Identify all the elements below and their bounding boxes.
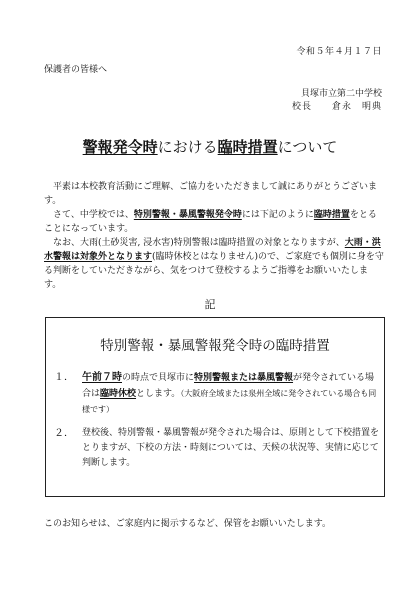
note-text-a: なお、大雨(土砂災害, 浸水害)特別警報は臨時措置の対象となりますが、 [53,238,345,248]
item-1-g: （大阪府全域または泉州全域に発令されている場合も同様です） [82,389,377,414]
item-1-number: １． [54,372,74,383]
item-1-a: 午前７時 [82,372,122,383]
school-name: 貝塚市立第二中学校 [300,89,382,99]
note-text-b: 大雨・洪水警報は対象外となります [44,238,381,262]
title-part-3: 臨時措置 [217,138,278,156]
note-text-c: (臨時休校とはなりません)ので、ご家庭でも個別に身を守る判断をしていただきながら、気をつけて登校するようご指導をお願いいたします。 [44,252,384,290]
measures-box [45,317,385,497]
title-part-1: 警報発令時 [82,138,158,156]
box-title: 特別警報・暴風警報発令時の臨時措置 [100,338,330,354]
measure-text-e: をとることになっています。 [44,210,377,234]
measure-item-1 [54,370,379,418]
closing-note: このお知らせは、ご家庭内に掲示するなど、保管をお願いいたします。 [44,519,332,529]
measure-item-2 [54,426,379,471]
measure-text-b: 特別警報・暴風警報発令時 [133,210,242,220]
title-part-4: について [277,138,338,156]
item-1-d: が発令されている場合は [82,373,375,399]
ki-heading: 記 [204,298,216,311]
item-1-b: の時点で貝塚市に [122,373,195,383]
greeting-paragraph [44,180,384,208]
item-2-number: ２． [54,428,74,439]
item-2-text: 登校後、特別警報・暴風警報が発令された場合は、原則として下校措置をとりますが、下校の方法・時刻については、天候の状況等、実情に応じて判断します。 [82,428,380,468]
item-1-f: とします。 [136,389,181,399]
letter-date: 令和５年４月１７日 [296,47,382,57]
title-part-2: における [157,138,218,156]
item-1-c: 特別警報または暴風警報 [194,373,294,383]
measure-paragraph [44,208,384,236]
item-1-e: 臨時休校 [100,389,137,399]
measure-text-d: 臨時措置 [313,210,350,220]
greeting-text: 平素は本校教育活動にご理解、ご協力をいただきまして誠にありがとうございます。 [44,182,378,206]
note-paragraph [44,236,384,292]
item-1-text [82,370,379,418]
document-title [0,136,420,157]
addressee: 保護者の皆様へ [44,65,108,75]
measure-text-a: さて、中学校では、 [53,210,134,220]
measure-text-c: には下記のように [241,210,314,220]
principal-name: 校長 倉永 明典 [291,102,382,112]
